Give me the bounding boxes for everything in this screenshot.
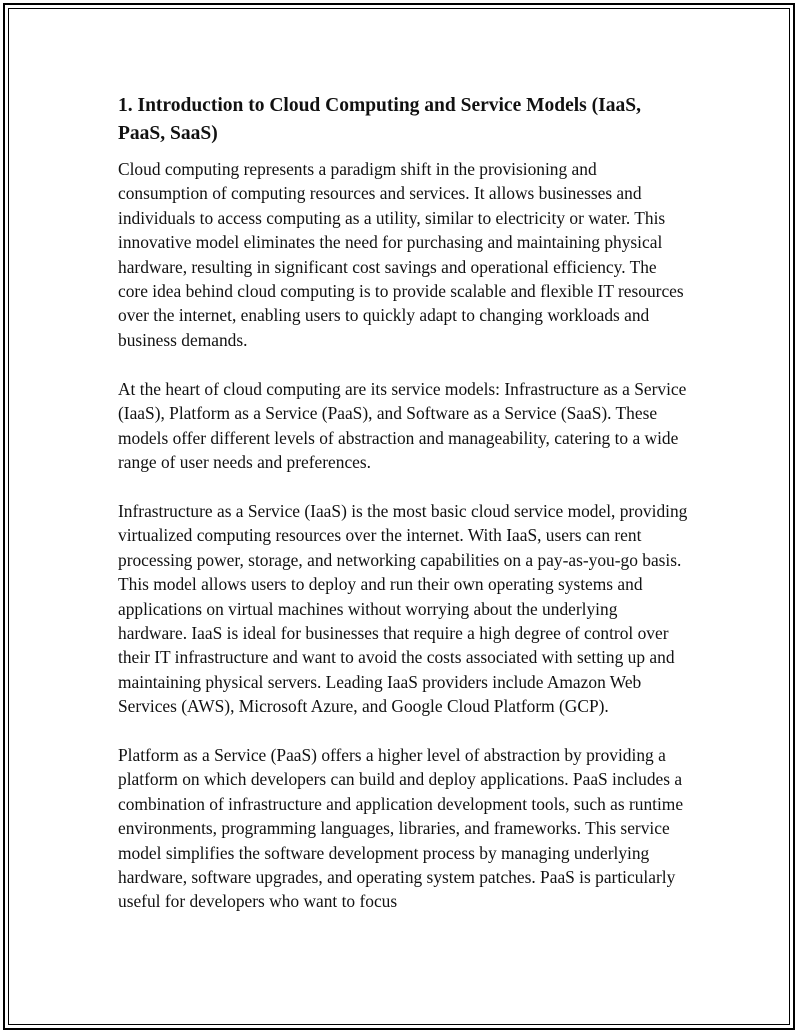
- document-body: [118, 92, 690, 938]
- paragraph-paas: Platform as a Service (PaaS) offers a higher level of abstraction by providing a platform on which developers can build and deploy applications. PaaS includes a combination of infrastructure and application development tools, such as runtime environments, programming languages, libraries, and frameworks. This service model simplifies the software development process by managing underlying hardware, software upgrades, and operating system patches. PaaS is particularly useful for developers who want to focus: [118, 745, 684, 912]
- paragraph-service-models: At the heart of cloud computing are its service models: Infrastructure as a Service (IaaS), Platform as a Service (PaaS), and Software as a Service (SaaS). These models offer different levels of abstraction and manageability, catering to a wide range of user needs and preferences.: [118, 378, 687, 472]
- section-heading: 1. Introduction to Cloud Computing and Service Models (IaaS, PaaS, SaaS): [118, 95, 641, 144]
- paragraph-cloud-overview: Cloud computing represents a paradigm shift in the provisioning and consumption of computing resources and services. It allows businesses and individuals to access computing as a utility, similar to electricity or water. This innovative model eliminates the need for purchasing and maintaining physical hardware, resulting in significant cost savings and operational efficiency. The core idea behind cloud computing is to provide scalable and flexible IT resources over the internet, enabling users to quickly adapt to changing workloads and business demands.: [118, 159, 684, 350]
- paragraph-iaas: Infrastructure as a Service (IaaS) is the most basic cloud service model, providing virtualized computing resources over the internet. With IaaS, users can rent processing power, storage, and networking capabilities on a pay-as-you-go basis. This model allows users to deploy and run their own operating systems and applications on virtual machines without worrying about the underlying hardware. IaaS is ideal for businesses that require a high degree of control over their IT infrastructure and want to avoid the costs associated with setting up and maintaining physical servers. Leading IaaS providers include Amazon Web Services (AWS), Microsoft Azure, and Google Cloud Platform (GCP).: [118, 500, 688, 717]
